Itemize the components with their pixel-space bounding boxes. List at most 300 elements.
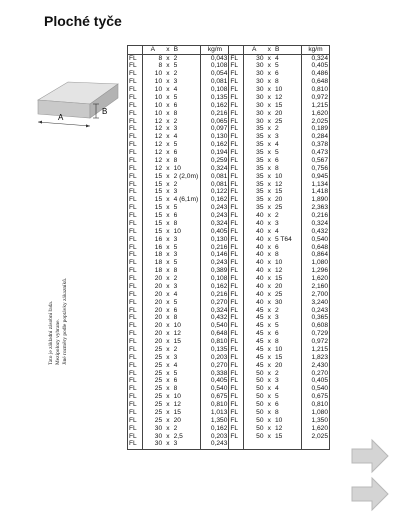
cell-b-value: 25 (274, 204, 283, 212)
cell-a: 20 (142, 331, 163, 339)
cell-x: x (267, 416, 271, 424)
cell-type: FL (128, 149, 143, 157)
cell-a: 12 (142, 149, 163, 157)
cell-kgm: 0,486 (301, 71, 329, 79)
cell-type: FL (128, 142, 143, 150)
cell-b-value: 8 (173, 385, 178, 393)
cell-b (173, 409, 201, 417)
cell-type: FL (229, 370, 244, 378)
cell-type: FL (128, 268, 143, 276)
cell-b-value: 8 (173, 219, 178, 227)
cell-a: 30 (243, 54, 264, 62)
cell-kgm: 0,972 (301, 94, 329, 102)
cell-b-value: 6 (274, 70, 279, 78)
cell-kgm: 2,160 (301, 283, 329, 291)
cell-type: FL (229, 102, 244, 110)
cell-kgm: 0,130 (201, 134, 229, 142)
cell-a: 15 (142, 205, 163, 213)
cell-kgm: 2,025 (301, 433, 329, 441)
cell-a: 40 (243, 252, 264, 260)
cell-x: x (267, 338, 271, 346)
cell-a: 40 (243, 291, 264, 299)
cell-x: x (166, 314, 170, 322)
cell-b (173, 110, 201, 118)
cell-a: 20 (142, 315, 163, 323)
cell-kgm: 0,270 (201, 299, 229, 307)
cell-b-value: 3 (274, 314, 279, 322)
cell-x: x (267, 369, 271, 377)
cell-x: x (267, 101, 271, 109)
table-row (128, 362, 330, 370)
table-row (128, 220, 330, 228)
cell-kgm: 0,043 (201, 54, 229, 62)
cell-b (274, 362, 301, 370)
cell-b (274, 346, 301, 354)
table-row (128, 102, 330, 110)
cell-note: T64 (280, 235, 292, 243)
cell-a: 40 (243, 220, 264, 228)
cell-a: 40 (243, 260, 264, 268)
cell-x: x (267, 401, 271, 409)
cell-b-value: 2 (274, 369, 279, 377)
cell-x: x (166, 275, 170, 283)
cell-b-value: 5 (173, 298, 178, 306)
cell-x: x (267, 393, 271, 401)
cell-type: FL (229, 126, 244, 134)
cell-a: 50 (243, 378, 264, 386)
cell-a: 15 (142, 212, 163, 220)
dimension-label-b: B (102, 107, 108, 116)
cell-b-value: 6 (274, 243, 279, 251)
cell-x: x (166, 117, 170, 125)
cell-x: x (166, 251, 170, 259)
cell-kgm: 0,324 (201, 220, 229, 228)
cell-a: 35 (243, 197, 264, 205)
cell-type: FL (128, 433, 143, 441)
cell-type: FL (229, 386, 244, 394)
cell-a: 25 (142, 409, 163, 417)
cell-a: 40 (243, 283, 264, 291)
cell-b (173, 173, 201, 181)
cell-x: x (267, 298, 271, 306)
cell-type: FL (128, 354, 143, 362)
cell-kgm: 1,350 (201, 417, 229, 425)
cell-a: 30 (243, 63, 264, 71)
cell-a: 45 (243, 338, 264, 346)
cell-a: 40 (243, 299, 264, 307)
cell-kgm: 1,890 (301, 197, 329, 205)
cell-kgm: 1,418 (301, 189, 329, 197)
cell-x: x (267, 54, 271, 62)
cell-type: FL (128, 165, 143, 173)
cell-a: 35 (243, 165, 264, 173)
cell-type: FL (229, 165, 244, 173)
cell-x: x (267, 149, 271, 157)
cell-kgm: 0,675 (301, 394, 329, 402)
cell-b-value: 6 (173, 212, 178, 220)
cell-x: x (166, 322, 170, 330)
cell-b (173, 291, 201, 299)
cell-a: 15 (142, 197, 163, 205)
table-row (128, 173, 330, 181)
cell-type: FL (229, 236, 244, 244)
cell-x: x (267, 385, 271, 393)
cell-a: 12 (142, 165, 163, 173)
cell-b-value: 10 (173, 164, 181, 172)
cell-a: 25 (142, 378, 163, 386)
cell-a: 25 (142, 386, 163, 394)
cell-a: 30 (243, 71, 264, 79)
cell-type: FL (128, 102, 143, 110)
cell-kgm: 1,296 (301, 268, 329, 276)
cell-x: x (267, 117, 271, 125)
cell-a: 25 (142, 362, 163, 370)
cell-type: FL (128, 86, 143, 94)
cell-x: x (166, 212, 170, 220)
cell-type: FL (128, 425, 143, 433)
cell-type: FL (229, 134, 244, 142)
cell-kgm: 1,215 (301, 102, 329, 110)
arrow-right-icon[interactable] (350, 476, 390, 512)
cell-a: 50 (243, 370, 264, 378)
cell-kgm: 0,608 (301, 323, 329, 331)
cell-a: 40 (243, 212, 264, 220)
table-row (128, 299, 330, 307)
cell-x: x (267, 432, 271, 440)
cell-kgm: 0,567 (301, 157, 329, 165)
cell-b-value: 2 (173, 54, 178, 62)
cell-kgm: 0,284 (301, 134, 329, 142)
cell-a: 10 (142, 94, 163, 102)
cell-kgm: 2,430 (301, 362, 329, 370)
cell-b-value: 4 (173, 196, 178, 204)
cell-x: x (267, 141, 271, 149)
cell-kgm: 0,864 (301, 252, 329, 260)
cell-b (173, 417, 201, 425)
cell-kgm: 0,146 (201, 252, 229, 260)
cell-x: x (267, 164, 271, 172)
cell-kgm: 0,162 (201, 102, 229, 110)
cell-b (274, 291, 301, 299)
cell-a: 50 (243, 401, 264, 409)
cell-kgm: 0,081 (201, 181, 229, 189)
cell-x: x (267, 275, 271, 283)
cell-b-value: 4 (274, 385, 279, 393)
cell-x: x (267, 345, 271, 353)
cell-kgm: 0,324 (201, 165, 229, 173)
arrow-right-icon[interactable] (350, 438, 390, 474)
table-row (128, 236, 330, 244)
cell-b-value: 8 (274, 251, 279, 259)
cell-b-value: 6 (173, 101, 178, 109)
cell-b-value: 25 (274, 117, 283, 125)
cell-type: FL (128, 283, 143, 291)
cell-b-value: 10 (173, 393, 181, 401)
cell-x: x (166, 227, 170, 235)
cell-x: x (166, 330, 170, 338)
cell-b-value: 5 (173, 93, 178, 101)
cell-a: 30 (142, 433, 163, 441)
cell-a: 10 (142, 71, 163, 79)
cell-kgm: 0,135 (201, 346, 229, 354)
cell-x: x (166, 361, 170, 369)
cell-type: FL (229, 71, 244, 79)
cell-x: x (267, 243, 271, 251)
cell-b-value: 2 (173, 172, 178, 180)
cell-type: FL (229, 260, 244, 268)
cell-b (274, 110, 301, 118)
cell-b-value: 5 (173, 141, 178, 149)
cell-x: x (267, 109, 271, 117)
cell-b (274, 354, 301, 362)
cell-kgm: 0,810 (201, 338, 229, 346)
cell-kgm: 0,162 (201, 142, 229, 150)
cell-x: x (267, 282, 271, 290)
cell-a: 20 (142, 307, 163, 315)
cell-a: 35 (243, 134, 264, 142)
cell-b-value: 10 (274, 345, 283, 353)
table-row (128, 283, 330, 291)
cell-kgm: 0,432 (201, 315, 229, 323)
cell-type: FL (128, 228, 143, 236)
cell-b-value: 3 (274, 219, 279, 227)
cell-x: x (166, 70, 170, 78)
table-row (128, 425, 330, 433)
cell-type: FL (128, 94, 143, 102)
cell-a: 25 (142, 370, 163, 378)
cell-type: FL (128, 338, 143, 346)
cell-type: FL (229, 268, 244, 276)
cell-kgm: 1,080 (301, 409, 329, 417)
cell-a: 18 (142, 268, 163, 276)
cell-x: x (166, 393, 170, 401)
cell-type: FL (128, 189, 143, 197)
cell-b-value: 20 (274, 361, 283, 369)
cell-b-value: 15 (173, 338, 181, 346)
cell-x: x (166, 369, 170, 377)
flat-bar-icon (30, 60, 125, 130)
table-row (128, 165, 330, 173)
cell-kgm: 0,365 (301, 315, 329, 323)
cell-b-value: 20 (173, 416, 181, 424)
cell-kgm: 0,194 (201, 149, 229, 157)
cell-type: FL (128, 244, 143, 252)
cell-type: FL (229, 228, 244, 236)
cell-b (173, 228, 201, 236)
cell-b-value: 5 (173, 243, 178, 251)
cell-kgm: 0,810 (301, 86, 329, 94)
cell-x: x (267, 306, 271, 314)
cell-type: FL (128, 173, 143, 181)
cell-b-value: 20 (274, 282, 283, 290)
cell-type: FL (128, 370, 143, 378)
cell-b (274, 283, 301, 291)
cell-kgm: 0,097 (201, 126, 229, 134)
cell-kgm: 0,648 (301, 244, 329, 252)
cell-a: 20 (142, 323, 163, 331)
cell-x: x (267, 125, 271, 133)
cell-b-value: 8 (274, 164, 279, 172)
cell-b (274, 433, 301, 441)
cell-x: x (166, 62, 170, 70)
cell-kgm: 0,203 (201, 354, 229, 362)
cell-a: 10 (142, 110, 163, 118)
cell-kgm: 0,540 (301, 236, 329, 244)
cell-b-value: 15 (274, 353, 283, 361)
cell-x: x (166, 432, 170, 440)
cell-x: x (166, 298, 170, 306)
cell-x: x (166, 345, 170, 353)
cell-x: x (166, 172, 170, 180)
cell-kgm: 0,081 (201, 79, 229, 87)
cell-type: FL (229, 275, 244, 283)
header-b: B (173, 46, 201, 55)
cell-x: x (166, 243, 170, 251)
cell-b-value: 15 (274, 275, 283, 283)
cell-b-value: 5 (173, 369, 178, 377)
cell-a: 50 (243, 417, 264, 425)
header-a-2: A (243, 46, 264, 55)
cell-a: 30 (243, 86, 264, 94)
cell-a: 30 (243, 102, 264, 110)
cell-b-value: 2 (173, 117, 178, 125)
cell-b-value: 6 (173, 306, 178, 314)
cell-a: 8 (142, 54, 163, 62)
cell-a: 18 (142, 252, 163, 260)
cell-kgm: 1,620 (301, 275, 329, 283)
table-row (128, 291, 330, 299)
cell-type: FL (128, 118, 143, 126)
cell-type: FL (128, 71, 143, 79)
cell-a: 45 (243, 323, 264, 331)
cell-type: FL (229, 54, 244, 62)
cell-type: FL (229, 181, 244, 189)
cell-b (274, 299, 301, 307)
cell-a: 12 (142, 134, 163, 142)
header-a: A (142, 46, 163, 55)
table-row (128, 228, 330, 236)
cell-b-value: 3 (173, 440, 178, 448)
cell-kgm: 3,240 (301, 299, 329, 307)
cell-kgm: 0,324 (201, 307, 229, 315)
cell-type: FL (128, 79, 143, 87)
cell-type: FL (229, 315, 244, 323)
cell-kgm: 0,473 (301, 149, 329, 157)
cell-kgm: 0,243 (301, 307, 329, 315)
cell-b-value: 5 (274, 62, 279, 70)
cell-type: FL (229, 118, 244, 126)
cell-x: x (267, 78, 271, 86)
cell-a: 30 (142, 441, 163, 449)
cell-x: x (267, 424, 271, 432)
cell-type: FL (229, 354, 244, 362)
cell-x: x (166, 204, 170, 212)
cell-b-value: 3 (173, 353, 178, 361)
cell-b (173, 220, 201, 228)
cell-x: x (267, 314, 271, 322)
cell-type: FL (128, 378, 143, 386)
cell-b (274, 417, 301, 425)
cell-type: FL (128, 315, 143, 323)
cell-kgm: 0,648 (201, 331, 229, 339)
cell-kgm: 0,675 (201, 394, 229, 402)
cell-type: FL (229, 94, 244, 102)
cell-a: 50 (243, 386, 264, 394)
cell-kgm: 0,810 (301, 401, 329, 409)
cell-type: FL (229, 362, 244, 370)
cell-kgm: 0,405 (301, 378, 329, 386)
cell-x: x (267, 188, 271, 196)
cell-a: 40 (243, 244, 264, 252)
cell-a: 35 (243, 173, 264, 181)
cell-x: x (166, 180, 170, 188)
cell-kgm: 0,540 (201, 323, 229, 331)
cell-type: FL (128, 126, 143, 134)
cell-x: x (267, 180, 271, 188)
cell-x: x (267, 86, 271, 94)
cell-b-value: 10 (173, 322, 181, 330)
cell-x: x (166, 219, 170, 227)
cell-a: 15 (142, 173, 163, 181)
cell-type: FL (229, 307, 244, 315)
cell-b (173, 346, 201, 354)
cell-type: FL (229, 252, 244, 260)
cell-kgm: 0,270 (301, 370, 329, 378)
cell-a: 45 (243, 315, 264, 323)
cell-kgm: 0,122 (201, 189, 229, 197)
header-x-2: x (265, 46, 274, 55)
cell-b-value: 10 (274, 259, 283, 267)
cell-b-value: 12 (173, 401, 181, 409)
cell-kgm: 0,216 (201, 291, 229, 299)
cell-type: FL (229, 323, 244, 331)
cell-b (173, 425, 201, 433)
header-type-2 (229, 46, 244, 55)
cell-type: FL (229, 394, 244, 402)
cell-kgm: 0,405 (201, 378, 229, 386)
cell-kgm: 0,130 (201, 236, 229, 244)
cell-kgm: 0,810 (201, 401, 229, 409)
cell-kgm: 0,729 (301, 331, 329, 339)
cell-x: x (166, 149, 170, 157)
note-line-3: Jiné rozměry podle poptávky zákazníků. (62, 277, 68, 365)
cell-a: 16 (142, 244, 163, 252)
cell-x: x (166, 416, 170, 424)
cell-kgm: 0,189 (301, 126, 329, 134)
cell-x: x (166, 306, 170, 314)
cell-b-value: 12 (173, 330, 181, 338)
dimension-label-a: A (58, 113, 64, 122)
cell-a: 25 (142, 346, 163, 354)
cell-type: FL (128, 346, 143, 354)
cell-b-value: 5 (274, 149, 279, 157)
cell-type: FL (128, 394, 143, 402)
cell-kgm: 0,756 (301, 165, 329, 173)
table-row (128, 157, 330, 165)
cell-b-value: 20 (274, 196, 283, 204)
cell-a: 35 (243, 189, 264, 197)
cell-kgm: 0,135 (201, 94, 229, 102)
cell-b-value: 4 (274, 54, 279, 62)
cell-x: x (166, 109, 170, 117)
cell-a: 10 (142, 102, 163, 110)
cell-type: FL (128, 299, 143, 307)
cell-kgm: 0,540 (301, 386, 329, 394)
cell-x: x (166, 141, 170, 149)
cell-b (274, 102, 301, 110)
cell-type: FL (229, 299, 244, 307)
cell-b-value: 3 (173, 78, 178, 86)
